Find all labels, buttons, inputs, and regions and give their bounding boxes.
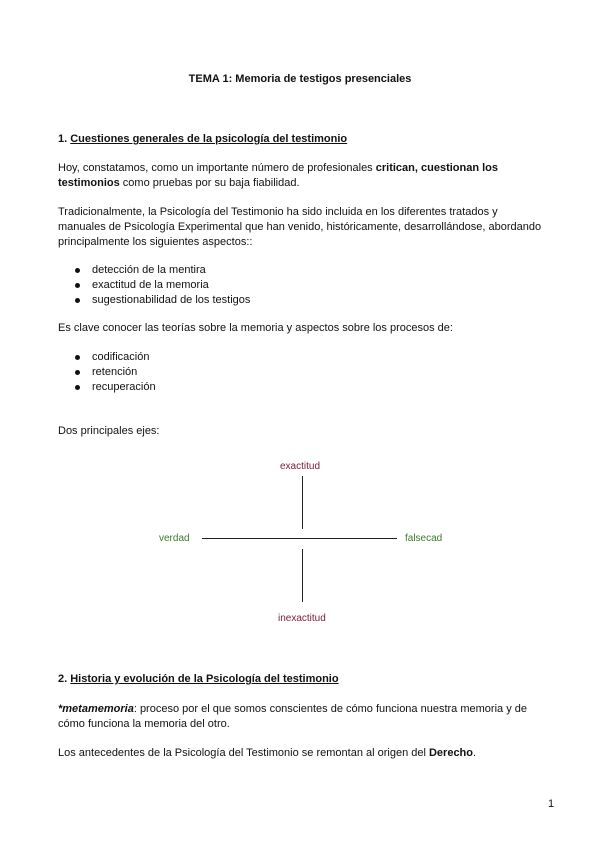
bullet-icon [75,268,80,273]
list-item [58,278,546,293]
section-1-paragraph-2: Tradicionalmente, la Psicología del Testimonio ha sido incluida en los diferentes tratados y manuales de Psicología Experimental que han venido, históricamente, desarrollándose, abordando principalmente los siguientes aspectos:: [58,206,542,248]
section-1-paragraph-3: Es clave conocer las teorías sobre la memoria y aspectos sobre los procesos de: [58,322,453,334]
processes-list [58,350,546,395]
list-item-text: detección de la mentira [92,264,206,276]
term-metamemoria: *metamemoria [58,703,134,715]
list-item-text: sugestionabilidad de los testigos [92,294,251,306]
paragraph-text: Los antecedentes de la Psicología del Testimonio se remontan al origen del [58,747,429,759]
paragraph-emphasis: Derecho [428,747,474,759]
document-title: TEMA 1: Memoria de testigos presenciales [188,73,412,85]
paragraph-emphasis: critican, cuestionan los testimonios [58,162,499,189]
paragraph-text: como pruebas por su baja fiabilidad. [119,177,300,189]
bullet-icon [75,283,80,288]
horizontal-axis [202,538,397,539]
section-1-paragraph-1 [58,161,546,191]
section-1-heading [58,132,546,147]
page-number: 1 [548,798,555,810]
list-item [58,365,546,380]
section-2-heading [58,672,546,687]
section-1-number: 1. [58,133,71,145]
list-item-text: exactitud de la memoria [92,279,209,291]
bullet-icon [75,385,80,390]
section-2-paragraph-1 [58,702,546,732]
list-item [58,350,546,365]
list-item-text: retención [92,366,138,378]
aspects-list [58,263,546,308]
paragraph-text: Hoy, constatamos, como un importante número de profesionales [58,162,376,174]
bullet-icon [75,355,80,360]
axis-label-left: verdad [159,533,190,544]
axis-label-top: exactitud [280,461,321,472]
section-1-title: Cuestiones generales de la psicología del testimonio [70,133,348,145]
axis-label-bottom: inexactitud [278,613,326,624]
bullet-icon [75,370,80,375]
list-item-text: recuperación [92,381,156,393]
axis-label-right: falsecad [405,533,443,544]
paragraph-text: : proceso por el que somos conscientes de cómo funciona nuestra memoria y de cómo funciona la memoria del otro. [58,703,527,730]
section-2-paragraph-2 [58,746,546,761]
paragraph-text: . [473,747,477,759]
section-1-paragraph-4: Dos principales ejes: [58,425,160,437]
list-item [58,263,546,278]
bullet-icon [75,298,80,303]
section-2-title: Historia y evolución de la Psicología del testimonio [70,673,339,685]
vertical-axis-upper [302,476,303,529]
list-item [58,380,546,395]
section-2-number: 2. [58,673,71,685]
list-item-text: codificación [92,351,150,363]
list-item [58,293,546,308]
vertical-axis-lower [302,549,303,602]
